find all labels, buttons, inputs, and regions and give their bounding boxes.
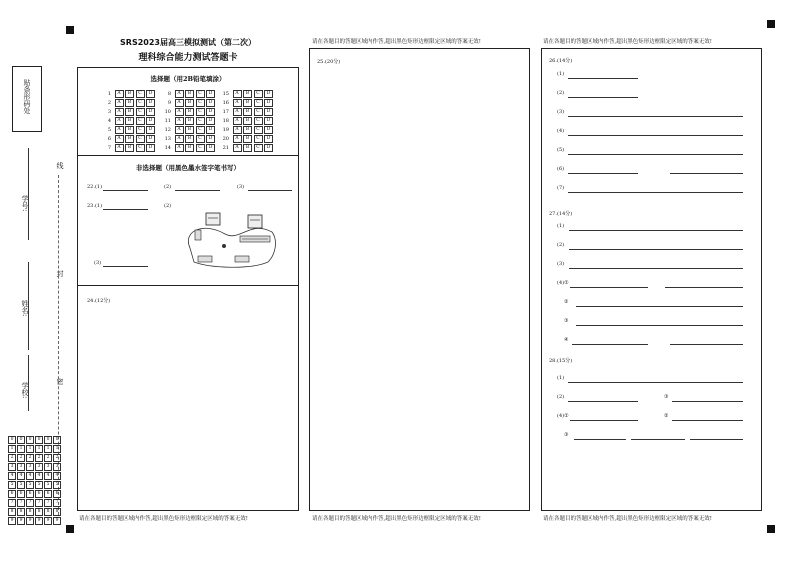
id-bubble[interactable]: 5 (44, 481, 52, 489)
id-bubble[interactable]: 0 (53, 436, 61, 444)
id-bubble[interactable]: 3 (17, 463, 25, 471)
choice-bubble-d[interactable]: D (206, 144, 215, 152)
nonchoice-section-title: 非选择题（用黑色墨水签字笔书写） (136, 164, 240, 172)
choice-bubble-b[interactable]: B (185, 108, 194, 116)
q27-item-label: (3) (557, 261, 565, 267)
student-id-grid[interactable] (8, 436, 61, 526)
choice-bubble-a[interactable]: A (233, 135, 242, 143)
choice-bubble-a[interactable]: A (175, 117, 184, 125)
choice-bubble-b[interactable]: B (243, 99, 252, 107)
choice-bubble-b[interactable]: B (243, 135, 252, 143)
choice-bubble-b[interactable]: B (243, 117, 252, 125)
circuit-diagram (180, 210, 280, 272)
id-bubble[interactable]: 9 (44, 517, 52, 525)
choice-bubble-b[interactable]: B (125, 99, 134, 107)
choice-row (104, 90, 155, 98)
q23-2-label: (2) (164, 203, 172, 209)
choice-number: 7 (107, 145, 111, 151)
choice-bubble-c[interactable]: C (196, 117, 205, 125)
q22-label: 22.(1) (87, 184, 103, 190)
id-bubble[interactable]: 6 (17, 490, 25, 498)
id-bubble[interactable]: 8 (17, 508, 25, 516)
id-bubble[interactable]: 8 (53, 508, 61, 516)
choice-row (104, 99, 155, 107)
id-bubble[interactable]: 1 (44, 445, 52, 453)
id-bubble[interactable]: 8 (35, 508, 43, 516)
registration-mark-bottom-right (767, 525, 775, 533)
choice-bubble-a[interactable]: A (175, 99, 184, 107)
answer-line[interactable] (690, 439, 743, 440)
q23-answer-line-3[interactable] (103, 266, 148, 267)
id-bubble[interactable]: 3 (44, 463, 52, 471)
choice-bubble-b[interactable]: B (185, 117, 194, 125)
choice-bubble-d[interactable]: D (206, 108, 215, 116)
id-bubble[interactable]: 3 (35, 463, 43, 471)
choice-bubble-c[interactable]: C (196, 99, 205, 107)
q26-item-label: (4) (557, 128, 565, 134)
q22-2-label: (2) (164, 184, 172, 190)
choice-bubble-d[interactable]: D (264, 99, 273, 107)
choice-bubble-a[interactable]: A (233, 126, 242, 134)
answer-line[interactable] (568, 78, 638, 79)
choice-bubble-c[interactable]: C (196, 144, 205, 152)
answer-line[interactable] (572, 344, 648, 345)
choice-number: 10 (164, 109, 171, 115)
id-bubble[interactable]: 2 (8, 454, 16, 462)
answer-line[interactable] (672, 420, 743, 421)
choice-row (104, 108, 155, 116)
choice-bubble-c[interactable]: C (196, 90, 205, 98)
id-bubble[interactable]: 7 (53, 499, 61, 507)
choice-bubble-c[interactable]: C (196, 135, 205, 143)
q23-answer-line-1[interactable] (103, 209, 148, 210)
choice-bubble-d[interactable]: D (146, 99, 155, 107)
id-bubble[interactable]: 5 (17, 481, 25, 489)
choice-bubble-b[interactable]: B (125, 126, 134, 134)
answer-line[interactable] (631, 439, 685, 440)
q23-label: 23.(1) (87, 203, 103, 209)
answer-line[interactable] (568, 173, 638, 174)
id-digit-row (8, 517, 61, 525)
id-bubble[interactable]: 5 (35, 481, 43, 489)
choice-bubble-b[interactable]: B (243, 126, 252, 134)
choice-bubble-d[interactable]: D (206, 135, 215, 143)
answer-line[interactable] (570, 420, 638, 421)
choice-bubble-a[interactable]: A (115, 99, 124, 107)
choice-number: 16 (222, 100, 229, 106)
id-bubble[interactable]: 0 (26, 436, 34, 444)
id-bubble[interactable]: 5 (53, 481, 61, 489)
id-bubble[interactable]: 2 (35, 454, 43, 462)
answer-line[interactable] (568, 401, 638, 402)
barcode-box (12, 66, 42, 132)
id-bubble[interactable]: 2 (53, 454, 61, 462)
choice-bubble-b[interactable]: B (243, 90, 252, 98)
choice-row (164, 135, 215, 143)
q22-answer-line-3[interactable] (248, 190, 292, 191)
choice-number: 17 (222, 109, 229, 115)
choice-bubble-b[interactable]: B (125, 117, 134, 125)
id-digit-row (8, 445, 61, 453)
id-bubble[interactable]: 7 (8, 499, 16, 507)
answer-line[interactable] (670, 173, 743, 174)
choice-row (164, 90, 215, 98)
id-bubble[interactable]: 8 (26, 508, 34, 516)
choice-bubble-c[interactable]: C (254, 90, 263, 98)
seal-text-mi: 密 (56, 378, 64, 385)
choice-bubble-c[interactable]: C (136, 144, 145, 152)
choice-bubble-c[interactable]: C (136, 135, 145, 143)
choice-row (104, 144, 155, 152)
field-name-line (28, 262, 29, 350)
choice-number: 12 (164, 127, 171, 133)
q28-item-label: (2) (557, 394, 565, 400)
id-bubble[interactable]: 9 (26, 517, 34, 525)
choice-number: 14 (164, 145, 171, 151)
choice-number: 20 (222, 136, 229, 142)
section-divider (77, 285, 299, 286)
q26-item-label: (5) (557, 147, 565, 153)
q26-item-label: (7) (557, 185, 565, 191)
answer-line[interactable] (665, 287, 743, 288)
choice-row (222, 108, 273, 116)
q27-item-label: (4)① (557, 280, 569, 286)
answer-line[interactable] (568, 116, 743, 117)
choice-row (222, 117, 273, 125)
barcode-label: 贴条形码处 (23, 79, 31, 114)
id-bubble[interactable]: 8 (44, 508, 52, 516)
choice-bubble-c[interactable]: C (196, 108, 205, 116)
id-bubble[interactable]: 9 (8, 517, 16, 525)
answer-line[interactable] (576, 306, 743, 307)
choice-bubble-c[interactable]: C (136, 99, 145, 107)
choice-bubble-c[interactable]: C (196, 126, 205, 134)
choice-bubble-d[interactable]: D (146, 117, 155, 125)
choice-number: 18 (222, 118, 229, 124)
id-bubble[interactable]: 8 (8, 508, 16, 516)
answer-line[interactable] (568, 154, 743, 155)
choice-number: 21 (222, 145, 229, 151)
bottom-notice: 请在各题目的答题区域内作答,超出黑色矩形边框限定区域的答案无效! (79, 516, 248, 522)
q22-answer-line-1[interactable] (103, 190, 148, 191)
choice-bubble-a[interactable]: A (175, 90, 184, 98)
id-bubble[interactable]: 0 (8, 436, 16, 444)
choice-bubble-d[interactable]: D (146, 108, 155, 116)
choice-bubble-a[interactable]: A (175, 144, 184, 152)
top-notice: 请在各题目的答题区域内作答,超出黑色矩形边框限定区域的答案无效! (312, 39, 481, 45)
answer-line[interactable] (568, 135, 743, 136)
answer-line[interactable] (568, 382, 743, 383)
choice-number: 3 (107, 109, 111, 115)
id-digit-row (8, 508, 61, 516)
exam-subtitle: 理科综合能力测试答题卡 (138, 53, 238, 63)
choice-section-title: 选择题（用2B铅笔填涂） (150, 75, 226, 83)
id-bubble[interactable]: 7 (44, 499, 52, 507)
q28-item-label: ③ (664, 394, 669, 400)
id-digit-row (8, 454, 61, 462)
id-bubble[interactable]: 7 (26, 499, 34, 507)
q28-item-label: ② (664, 413, 669, 419)
answer-line[interactable] (568, 97, 638, 98)
choice-bubble-d[interactable]: D (146, 144, 155, 152)
choice-row (164, 108, 215, 116)
choice-bubble-d[interactable]: D (264, 135, 273, 143)
choice-bubble-d[interactable]: D (206, 126, 215, 134)
choice-bubble-c[interactable]: C (254, 135, 263, 143)
id-bubble[interactable]: 7 (17, 499, 25, 507)
choice-number: 6 (107, 136, 111, 142)
id-bubble[interactable]: 3 (8, 463, 16, 471)
seal-text-line: 线 (56, 162, 64, 169)
choice-bubble-a[interactable]: A (175, 108, 184, 116)
choice-row (104, 117, 155, 125)
q27-item-label: ③ (564, 318, 569, 324)
id-bubble[interactable]: 0 (17, 436, 25, 444)
field-school-label: 学校: (21, 382, 29, 399)
choice-bubble-d[interactable]: D (264, 126, 273, 134)
choice-bubble-b[interactable]: B (125, 144, 134, 152)
id-digit-row (8, 499, 61, 507)
choice-bubble-d[interactable]: D (264, 90, 273, 98)
answer-column-2[interactable] (309, 48, 530, 511)
id-bubble[interactable]: 4 (44, 472, 52, 480)
id-bubble[interactable]: 4 (8, 472, 16, 480)
choice-bubble-a[interactable]: A (175, 135, 184, 143)
choice-bubble-c[interactable]: C (136, 108, 145, 116)
choice-bubble-c[interactable]: C (136, 90, 145, 98)
choice-number: 15 (222, 91, 229, 97)
id-bubble[interactable]: 6 (44, 490, 52, 498)
choice-row (164, 144, 215, 152)
q27-item-label: (1) (557, 223, 565, 229)
choice-bubble-d[interactable]: D (146, 126, 155, 134)
choice-bubble-a[interactable]: A (115, 126, 124, 134)
seal-text-feng: 封 (56, 270, 64, 277)
choice-bubble-a[interactable]: A (115, 135, 124, 143)
field-school-line (28, 355, 29, 411)
q22-3-label: (3) (237, 184, 245, 190)
choice-row (222, 135, 273, 143)
id-bubble[interactable]: 3 (26, 463, 34, 471)
choice-number: 8 (167, 91, 171, 97)
choice-row (222, 99, 273, 107)
choice-bubble-d[interactable]: D (264, 144, 273, 152)
choice-bubble-b[interactable]: B (243, 144, 252, 152)
choice-bubble-d[interactable]: D (146, 135, 155, 143)
choice-bubble-d[interactable]: D (206, 117, 215, 125)
bottom-notice: 请在各题目的答题区域内作答,超出黑色矩形边框限定区域的答案无效! (543, 516, 712, 522)
id-bubble[interactable]: 2 (17, 454, 25, 462)
id-bubble[interactable]: 1 (17, 445, 25, 453)
answer-line[interactable] (672, 401, 743, 402)
choice-bubble-b[interactable]: B (125, 90, 134, 98)
q28-item-label: (4)① (557, 413, 569, 419)
choice-bubble-a[interactable]: A (115, 108, 124, 116)
id-bubble[interactable]: 2 (44, 454, 52, 462)
q22-answer-line-2[interactable] (175, 190, 220, 191)
id-bubble[interactable]: 2 (26, 454, 34, 462)
field-id-line (28, 148, 29, 240)
id-bubble[interactable]: 9 (53, 517, 61, 525)
choice-bubble-d[interactable]: D (264, 117, 273, 125)
id-bubble[interactable]: 1 (8, 445, 16, 453)
q26-item-label: (6) (557, 166, 565, 172)
choice-row (222, 144, 273, 152)
choice-bubble-c[interactable]: C (136, 117, 145, 125)
choice-number: 4 (107, 118, 111, 124)
section-divider (77, 155, 299, 156)
choice-bubble-b[interactable]: B (125, 135, 134, 143)
choice-bubble-b[interactable]: B (185, 144, 194, 152)
q28-label: 28.(15分) (549, 358, 573, 364)
answer-line[interactable] (569, 268, 743, 269)
answer-line[interactable] (574, 439, 626, 440)
field-id-label: 学号: (21, 195, 29, 212)
answer-line[interactable] (670, 344, 743, 345)
id-bubble[interactable]: 3 (53, 463, 61, 471)
answer-line[interactable] (570, 287, 648, 288)
choice-row (104, 135, 155, 143)
choice-row (164, 126, 215, 134)
choice-bubble-c[interactable]: C (254, 126, 263, 134)
id-bubble[interactable]: 5 (26, 481, 34, 489)
choice-bubble-c[interactable]: C (254, 99, 263, 107)
choice-number: 2 (107, 100, 111, 106)
answer-line[interactable] (569, 249, 743, 250)
choice-row (222, 90, 273, 98)
id-bubble[interactable]: 1 (53, 445, 61, 453)
choice-number: 5 (107, 127, 111, 133)
choice-bubble-b[interactable]: B (185, 90, 194, 98)
choice-bubble-c[interactable]: C (136, 126, 145, 134)
answer-line[interactable] (569, 230, 743, 231)
choice-bubble-b[interactable]: B (243, 108, 252, 116)
q27-item-label: ④ (564, 337, 569, 343)
id-bubble[interactable]: 9 (17, 517, 25, 525)
id-digit-row (8, 481, 61, 489)
choice-row (164, 117, 215, 125)
choice-bubble-c[interactable]: C (254, 108, 263, 116)
registration-mark-top-right (767, 20, 775, 28)
id-bubble[interactable]: 6 (8, 490, 16, 498)
choice-bubble-d[interactable]: D (264, 108, 273, 116)
choice-bubble-a[interactable]: A (233, 99, 242, 107)
choice-number: 19 (222, 127, 229, 133)
top-notice: 请在各题目的答题区域内作答,超出黑色矩形边框限定区域的答案无效! (543, 39, 712, 45)
q26-item-label: (3) (557, 109, 565, 115)
choice-bubble-a[interactable]: A (233, 117, 242, 125)
choice-bubble-d[interactable]: D (206, 99, 215, 107)
bottom-notice: 请在各题目的答题区域内作答,超出黑色矩形边框限定区域的答案无效! (312, 516, 481, 522)
q27-item-label: ② (564, 299, 569, 305)
choice-bubble-a[interactable]: A (115, 90, 124, 98)
id-bubble[interactable]: 6 (35, 490, 43, 498)
q23-3-label: (3) (94, 260, 102, 266)
answer-line[interactable] (568, 192, 743, 193)
exam-title: SRS2023届高三模拟测试（第二次） (120, 38, 256, 47)
registration-mark-top-left (66, 26, 74, 34)
choice-bubble-a[interactable]: A (115, 144, 124, 152)
id-bubble[interactable]: 0 (35, 436, 43, 444)
id-bubble[interactable]: 1 (35, 445, 43, 453)
id-digit-row (8, 490, 61, 498)
choice-number: 1 (107, 91, 111, 97)
choice-bubble-a[interactable]: A (115, 117, 124, 125)
choice-bubble-b[interactable]: B (185, 99, 194, 107)
q26-label: 26.(14分) (549, 58, 573, 64)
choice-bubble-b[interactable]: B (185, 126, 194, 134)
answer-line[interactable] (576, 325, 743, 326)
answer-column-3 (541, 48, 762, 511)
id-bubble[interactable]: 4 (35, 472, 43, 480)
id-bubble[interactable]: 4 (17, 472, 25, 480)
id-digit-row (8, 472, 61, 480)
q28-item-label: ③ (564, 432, 569, 438)
choice-bubble-b[interactable]: B (185, 135, 194, 143)
choice-number: 9 (167, 100, 171, 106)
choice-bubble-a[interactable]: A (175, 126, 184, 134)
choice-bubble-a[interactable]: A (233, 144, 242, 152)
choice-bubble-a[interactable]: A (233, 90, 242, 98)
choice-bubble-c[interactable]: C (254, 144, 263, 152)
q25-label: 25.(20分) (317, 59, 341, 65)
id-bubble[interactable]: 5 (8, 481, 16, 489)
q28-item-label: (1) (557, 375, 565, 381)
choice-bubble-c[interactable]: C (254, 117, 263, 125)
id-digit-row (8, 436, 61, 444)
id-bubble[interactable]: 6 (26, 490, 34, 498)
id-bubble[interactable]: 0 (44, 436, 52, 444)
id-bubble[interactable]: 1 (26, 445, 34, 453)
choice-bubble-d[interactable]: D (206, 90, 215, 98)
q26-item-label: (2) (557, 90, 565, 96)
id-bubble[interactable]: 6 (53, 490, 61, 498)
id-bubble[interactable]: 7 (35, 499, 43, 507)
choice-bubble-a[interactable]: A (233, 108, 242, 116)
id-bubble[interactable]: 4 (53, 472, 61, 480)
choice-row (222, 126, 273, 134)
choice-bubble-b[interactable]: B (125, 108, 134, 116)
id-bubble[interactable]: 9 (35, 517, 43, 525)
q27-item-label: (2) (557, 242, 565, 248)
id-digit-row (8, 463, 61, 471)
registration-mark-bottom-left (66, 525, 74, 533)
choice-bubble-d[interactable]: D (146, 90, 155, 98)
choice-number: 13 (164, 136, 171, 142)
q26-item-label: (1) (557, 71, 565, 77)
choice-number: 11 (164, 118, 171, 124)
q24-label: 24.(12分) (87, 298, 111, 304)
choice-row (104, 126, 155, 134)
field-name-label: 姓名: (21, 300, 29, 317)
choice-row (164, 99, 215, 107)
q27-label: 27.(14分) (549, 211, 573, 217)
id-bubble[interactable]: 4 (26, 472, 34, 480)
